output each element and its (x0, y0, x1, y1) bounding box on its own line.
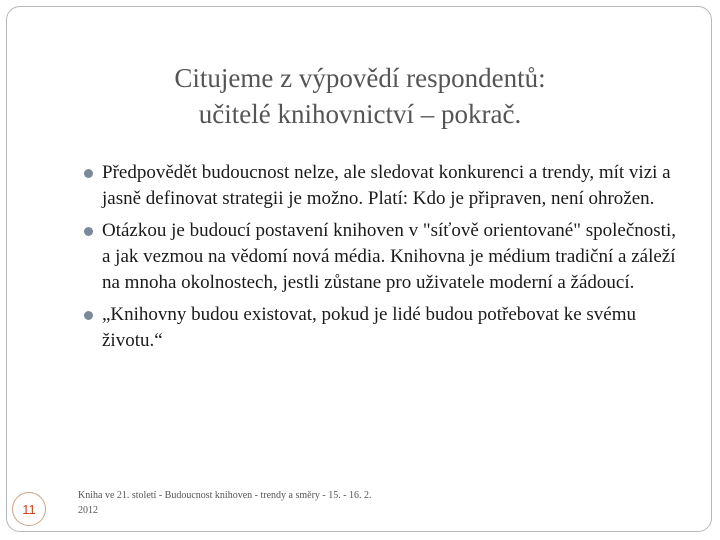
bullet-text: Otázkou je budoucí postavení knihoven v "síťově orientované" společnosti, a jak vezmou na vědomí nová média. Knihovna je médium tradiční a záleží na mnoha okolnostech, jestli zůstane pro uživatele moderní a žádoucí. (102, 220, 676, 293)
bullet-text: „Knihovny budou existovat, pokud je lidé budou potřebovat ke svému životu.“ (102, 304, 637, 351)
bullet-list (84, 160, 684, 360)
page-number-badge (12, 492, 46, 526)
bullet-dot-icon (84, 169, 93, 178)
bullet-dot-icon (84, 227, 93, 236)
bullet-text: Předpovědět budoucnost nelze, ale sledovat konkurenci a trendy, mít vizi a jasně definovat strategii je možno. Platí: Kdo je připraven, není ohrožen. (102, 162, 671, 209)
bullet-item (84, 218, 684, 296)
page-number: 11 (22, 501, 36, 517)
slide-title-line-1: Citujeme z výpovědí respondentů: (174, 63, 546, 93)
bullet-dot-icon (84, 311, 93, 320)
slide-title-line-2: učitelé knihovnictví – pokrač. (198, 99, 522, 129)
bullet-item (84, 302, 684, 354)
bullet-item (84, 160, 684, 212)
footer-text: Kniha ve 21. století - Budoucnost knihoven - trendy a směry - 15. - 16. 2. 2012 (78, 490, 372, 516)
slide-title (40, 60, 680, 132)
